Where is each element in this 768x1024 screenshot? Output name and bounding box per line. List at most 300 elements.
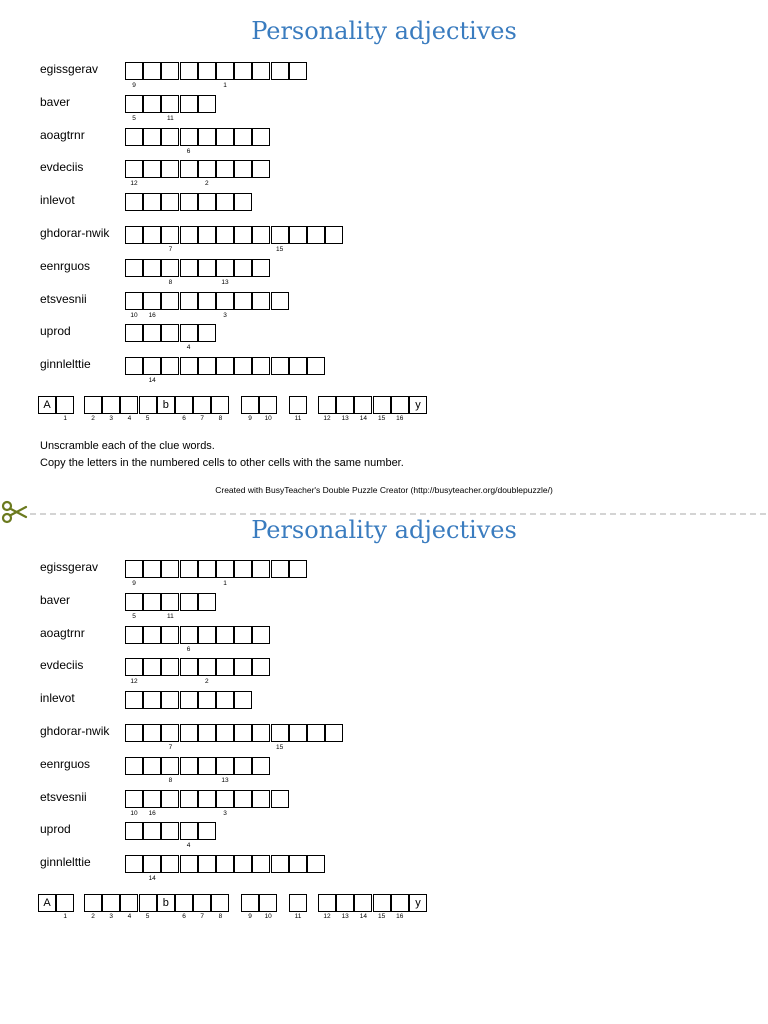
solution-cell[interactable]: [56, 396, 74, 414]
cell-number: 8: [168, 278, 173, 286]
clue-row: [0, 292, 768, 322]
cell-number: 8: [168, 776, 173, 784]
cell-number: 10: [130, 311, 138, 319]
answer-cell[interactable]: [125, 658, 143, 676]
answer-cell[interactable]: [143, 691, 161, 709]
solution-cell-number: 14: [359, 913, 367, 920]
answer-cell[interactable]: [234, 259, 252, 277]
answer-cell[interactable]: [161, 855, 179, 873]
solution-cell[interactable]: [84, 396, 102, 414]
answer-cell[interactable]: [180, 128, 198, 146]
answer-cell[interactable]: [198, 691, 216, 709]
cell-number: 9: [132, 580, 136, 587]
cell-number: 4: [186, 344, 191, 352]
answer-cell[interactable]: [234, 160, 252, 178]
answer-cell[interactable]: [161, 724, 179, 742]
answer-cell[interactable]: [125, 822, 143, 840]
clue-row: [0, 226, 768, 256]
answer-cell[interactable]: [125, 160, 143, 178]
answer-cell[interactable]: [289, 62, 307, 80]
answer-cell[interactable]: [198, 259, 216, 277]
solution-cell[interactable]: [373, 396, 391, 414]
solution-cell-number: 9: [248, 415, 252, 422]
solution-cell[interactable]: [318, 396, 336, 414]
answer-cell[interactable]: [234, 226, 252, 244]
clue-row: [0, 357, 768, 387]
solution-row: [0, 396, 768, 426]
solution-cell[interactable]: [102, 396, 120, 414]
solution-cell-number: 1: [63, 415, 67, 422]
scrambled-word: aoagtrnr: [40, 625, 85, 640]
answer-cell[interactable]: [161, 292, 179, 310]
answer-cell[interactable]: [234, 790, 252, 808]
answer-cell[interactable]: [216, 292, 234, 310]
solution-cell[interactable]: [120, 894, 138, 912]
answer-cell[interactable]: [125, 324, 143, 342]
answer-cell[interactable]: [143, 626, 161, 644]
answer-cell[interactable]: [143, 790, 161, 808]
solution-cell[interactable]: [56, 894, 74, 912]
answer-cell[interactable]: [307, 724, 325, 742]
cell-number: 7: [168, 246, 173, 253]
answer-cell[interactable]: [143, 292, 161, 310]
answer-cell[interactable]: [143, 193, 161, 211]
answer-cell[interactable]: [271, 724, 289, 742]
solution-cell[interactable]: [259, 396, 277, 414]
answer-cell[interactable]: [198, 560, 216, 578]
solution-row: [0, 894, 768, 924]
cell-number: 13: [221, 278, 229, 286]
answer-cell[interactable]: [198, 790, 216, 808]
answer-cell[interactable]: [143, 724, 161, 742]
answer-cell[interactable]: [252, 855, 270, 873]
answer-cell[interactable]: [180, 757, 198, 775]
answer-cell[interactable]: [161, 226, 179, 244]
answer-cell[interactable]: [252, 757, 270, 775]
solution-cell[interactable]: [84, 894, 102, 912]
answer-cell[interactable]: [252, 357, 270, 375]
clue-row: [0, 658, 768, 688]
answer-cell[interactable]: [198, 822, 216, 840]
answer-cell[interactable]: [161, 259, 179, 277]
answer-cell[interactable]: [125, 193, 143, 211]
solution-cell[interactable]: [241, 894, 259, 912]
answer-cell[interactable]: [161, 658, 179, 676]
cell-number: 15: [275, 744, 284, 751]
solution-cell[interactable]: [289, 396, 307, 414]
answer-cell[interactable]: [307, 226, 325, 244]
solution-cell[interactable]: [193, 396, 211, 414]
answer-cell[interactable]: [198, 160, 216, 178]
answer-cell[interactable]: [143, 560, 161, 578]
answer-cell[interactable]: [180, 193, 198, 211]
cut-line: [0, 513, 768, 515]
solution-cell[interactable]: [391, 894, 409, 912]
answer-cell[interactable]: [234, 626, 252, 644]
solution-cell[interactable]: [175, 894, 193, 912]
cell-number: 12: [130, 180, 138, 188]
answer-cell[interactable]: [234, 757, 252, 775]
cell-number: 6: [186, 645, 191, 653]
answer-cell[interactable]: [198, 128, 216, 146]
answer-cell[interactable]: [161, 128, 179, 146]
answer-cell[interactable]: [125, 560, 143, 578]
answer-cell[interactable]: [271, 855, 289, 873]
solution-cell[interactable]: y: [409, 396, 427, 414]
answer-cell[interactable]: [180, 724, 198, 742]
answer-cell[interactable]: [143, 658, 161, 676]
solution-cell[interactable]: [241, 396, 259, 414]
solution-cell-number: 13: [341, 913, 349, 920]
cell-number: 2: [204, 180, 209, 188]
answer-cell[interactable]: [143, 855, 161, 873]
answer-cell[interactable]: [252, 259, 270, 277]
answer-cell[interactable]: [234, 724, 252, 742]
solution-cell-number: 3: [109, 415, 113, 422]
answer-cell[interactable]: [125, 691, 143, 709]
solution-cell[interactable]: b: [157, 894, 175, 912]
solution-cell[interactable]: [373, 894, 391, 912]
scrambled-word: eenrguos: [40, 756, 91, 771]
solution-cell[interactable]: [336, 396, 354, 414]
answer-cell[interactable]: [289, 724, 307, 742]
answer-cell[interactable]: [161, 757, 179, 775]
solution-cell-number: 1: [63, 913, 67, 920]
answer-cell[interactable]: [180, 357, 198, 375]
answer-cell[interactable]: [216, 226, 234, 244]
answer-cell[interactable]: [252, 626, 270, 644]
solution-cell[interactable]: [120, 396, 138, 414]
answer-cell[interactable]: [289, 855, 307, 873]
answer-cell[interactable]: [252, 128, 270, 146]
answer-cell[interactable]: [180, 259, 198, 277]
answer-cell[interactable]: [252, 62, 270, 80]
scrambled-word: etsvesnii: [40, 789, 87, 804]
answer-cell[interactable]: [161, 626, 179, 644]
answer-cell[interactable]: [125, 357, 143, 375]
puzzle-title: Personality adjectives: [251, 516, 517, 544]
clue-row: [0, 259, 768, 289]
answer-cell[interactable]: [180, 560, 198, 578]
answer-cell[interactable]: [143, 324, 161, 342]
answer-cell[interactable]: [161, 790, 179, 808]
answer-cell[interactable]: [180, 593, 198, 611]
solution-cell[interactable]: [354, 396, 372, 414]
answer-cell[interactable]: [289, 560, 307, 578]
solution-cell[interactable]: [354, 894, 372, 912]
answer-cell[interactable]: [252, 226, 270, 244]
answer-cell[interactable]: [125, 259, 143, 277]
solution-cell-number: 10: [264, 415, 272, 422]
solution-cell[interactable]: y: [409, 894, 427, 912]
solution-cell[interactable]: [318, 894, 336, 912]
solution-cell-number: 3: [109, 913, 113, 920]
answer-cell[interactable]: [271, 357, 289, 375]
answer-cell[interactable]: [234, 128, 252, 146]
answer-cell[interactable]: [198, 626, 216, 644]
answer-cell[interactable]: [143, 95, 161, 113]
clue-row: [0, 855, 768, 885]
scrambled-word: inlevot: [40, 691, 75, 706]
answer-cell[interactable]: [143, 357, 161, 375]
clue-row: [0, 822, 768, 852]
answer-cell[interactable]: [234, 691, 252, 709]
answer-cell[interactable]: [180, 691, 198, 709]
answer-cell[interactable]: [180, 292, 198, 310]
solution-cell-number: 5: [145, 913, 150, 920]
answer-cell[interactable]: [216, 658, 234, 676]
answer-cell[interactable]: [125, 757, 143, 775]
cell-number: 12: [130, 678, 138, 686]
answer-cell[interactable]: [180, 160, 198, 178]
cell-number: 15: [275, 246, 284, 253]
answer-cell[interactable]: [125, 724, 143, 742]
answer-cell[interactable]: [216, 724, 234, 742]
solution-cell-number: 4: [127, 913, 132, 920]
answer-cell[interactable]: [198, 95, 216, 113]
answer-cell[interactable]: [234, 62, 252, 80]
solution-cell[interactable]: A: [38, 894, 56, 912]
answer-cell[interactable]: [161, 691, 179, 709]
clue-row: [0, 724, 768, 754]
answer-cell[interactable]: [289, 226, 307, 244]
answer-cell[interactable]: [216, 757, 234, 775]
solution-cell-number: 7: [200, 913, 204, 920]
answer-cell[interactable]: [271, 62, 289, 80]
answer-cell[interactable]: [216, 855, 234, 873]
cell-number: 13: [221, 776, 229, 784]
answer-cell[interactable]: [161, 822, 179, 840]
scrambled-word: baver: [40, 94, 71, 109]
answer-cell[interactable]: [198, 357, 216, 375]
answer-cell[interactable]: [234, 658, 252, 676]
answer-cell[interactable]: [271, 226, 289, 244]
answer-cell[interactable]: [125, 292, 143, 310]
answer-cell[interactable]: [252, 658, 270, 676]
answer-cell[interactable]: [125, 855, 143, 873]
answer-cell[interactable]: [125, 62, 143, 80]
clue-row: [0, 95, 768, 125]
answer-cell[interactable]: [161, 324, 179, 342]
answer-cell[interactable]: [198, 324, 216, 342]
solution-cell[interactable]: [139, 894, 157, 912]
solution-cell[interactable]: [102, 894, 120, 912]
answer-cell[interactable]: [216, 357, 234, 375]
solution-cell-number: 11: [294, 913, 302, 920]
answer-cell[interactable]: [161, 593, 179, 611]
answer-cell[interactable]: [216, 560, 234, 578]
clue-row: [0, 593, 768, 623]
solution-cell-number: 9: [248, 913, 252, 920]
answer-cell[interactable]: [143, 259, 161, 277]
solution-cell[interactable]: b: [157, 396, 175, 414]
scrambled-word: aoagtrnr: [40, 127, 85, 142]
answer-cell[interactable]: [143, 757, 161, 775]
solution-cell-number: 14: [359, 415, 367, 422]
answer-cell[interactable]: [198, 724, 216, 742]
cell-number: 6: [186, 147, 191, 155]
answer-cell[interactable]: [216, 62, 234, 80]
answer-cell[interactable]: [198, 757, 216, 775]
answer-cell[interactable]: [161, 160, 179, 178]
answer-cell[interactable]: [180, 658, 198, 676]
solution-cell-number: 8: [218, 415, 223, 422]
solution-cell[interactable]: [211, 396, 229, 414]
solution-cell[interactable]: [259, 894, 277, 912]
answer-cell[interactable]: [143, 160, 161, 178]
clue-row: [0, 62, 768, 92]
answer-cell[interactable]: [271, 292, 289, 310]
answer-cell[interactable]: [307, 357, 325, 375]
scrambled-word: inlevot: [40, 193, 75, 208]
answer-cell[interactable]: [198, 62, 216, 80]
answer-cell[interactable]: [180, 822, 198, 840]
answer-cell[interactable]: [198, 658, 216, 676]
answer-cell[interactable]: [252, 560, 270, 578]
solution-cell-number: 13: [341, 415, 349, 422]
answer-cell[interactable]: [143, 226, 161, 244]
cell-number: 10: [130, 809, 138, 817]
cell-number: 1: [223, 580, 227, 587]
solution-cell[interactable]: [211, 894, 229, 912]
cell-number: 5: [132, 114, 136, 122]
answer-cell[interactable]: [271, 560, 289, 578]
clue-row: [0, 128, 768, 158]
answer-cell[interactable]: [216, 259, 234, 277]
answer-cell[interactable]: [180, 855, 198, 873]
answer-cell[interactable]: [125, 790, 143, 808]
answer-cell[interactable]: [252, 790, 270, 808]
scrambled-word: ginnlelttie: [40, 855, 91, 870]
answer-cell[interactable]: [252, 160, 270, 178]
solution-cell-number: 16: [396, 415, 404, 422]
answer-cell[interactable]: [143, 822, 161, 840]
solution-cell[interactable]: A: [38, 396, 56, 414]
cell-number: 14: [148, 875, 156, 883]
answer-cell[interactable]: [125, 593, 143, 611]
answer-cell[interactable]: [125, 226, 143, 244]
cell-number: 16: [148, 311, 156, 319]
answer-cell[interactable]: [180, 626, 198, 644]
answer-cell[interactable]: [125, 128, 143, 146]
instruction-line-2: Copy the letters in the numbered cells to other cells with the same number.: [40, 457, 404, 469]
answer-cell[interactable]: [198, 593, 216, 611]
scrambled-word: etsvesnii: [40, 291, 87, 306]
answer-cell[interactable]: [180, 790, 198, 808]
cell-number: 4: [186, 842, 191, 850]
cell-number: 14: [148, 377, 156, 385]
clue-row: [0, 790, 768, 820]
answer-cell[interactable]: [198, 292, 216, 310]
cell-number: 7: [168, 744, 173, 751]
cell-number: 9: [132, 82, 136, 89]
solution-cell[interactable]: [193, 894, 211, 912]
answer-cell[interactable]: [161, 193, 179, 211]
answer-cell[interactable]: [325, 724, 343, 742]
cell-number: 3: [223, 311, 227, 319]
answer-cell[interactable]: [180, 226, 198, 244]
solution-cell-number: 4: [127, 415, 132, 422]
answer-cell[interactable]: [234, 292, 252, 310]
answer-cell[interactable]: [216, 193, 234, 211]
solution-cell[interactable]: [139, 396, 157, 414]
scrambled-word: uprod: [40, 324, 71, 339]
answer-cell[interactable]: [271, 790, 289, 808]
answer-cell[interactable]: [216, 790, 234, 808]
answer-cell[interactable]: [180, 95, 198, 113]
answer-cell[interactable]: [216, 626, 234, 644]
clue-row: [0, 193, 768, 223]
answer-cell[interactable]: [307, 855, 325, 873]
answer-cell[interactable]: [161, 357, 179, 375]
answer-cell[interactable]: [198, 855, 216, 873]
answer-cell[interactable]: [125, 95, 143, 113]
answer-cell[interactable]: [198, 226, 216, 244]
solution-cell[interactable]: [336, 894, 354, 912]
cell-number: 11: [167, 114, 174, 122]
answer-cell[interactable]: [216, 691, 234, 709]
scrambled-word: egissgerav: [40, 560, 99, 574]
scrambled-word: eenrguos: [40, 258, 91, 273]
solution-cell-number: 2: [91, 913, 95, 920]
solution-cell[interactable]: [175, 396, 193, 414]
answer-cell[interactable]: [252, 292, 270, 310]
solution-cell-number: 15: [377, 913, 386, 920]
answer-cell[interactable]: [216, 160, 234, 178]
answer-cell[interactable]: [216, 128, 234, 146]
clue-row: [0, 560, 768, 590]
scrambled-word: evdeciis: [40, 658, 84, 673]
answer-cell[interactable]: [234, 560, 252, 578]
answer-cell[interactable]: [161, 95, 179, 113]
answer-cell[interactable]: [143, 128, 161, 146]
solution-cell-number: 11: [294, 415, 302, 422]
answer-cell[interactable]: [252, 724, 270, 742]
answer-cell[interactable]: [180, 324, 198, 342]
solution-cell-number: 10: [264, 913, 272, 920]
cell-number: 1: [223, 82, 227, 89]
solution-cell-number: 12: [323, 415, 331, 422]
answer-cell[interactable]: [180, 62, 198, 80]
solution-cell-number: 15: [377, 415, 386, 422]
solution-cell[interactable]: [289, 894, 307, 912]
answer-cell[interactable]: [234, 855, 252, 873]
answer-cell[interactable]: [143, 62, 161, 80]
solution-cell-number: 8: [218, 913, 223, 920]
credit-line: Created with BusyTeacher's Double Puzzle Creator (http://busyteacher.org/doublepuzzle/): [215, 485, 553, 495]
answer-cell[interactable]: [143, 593, 161, 611]
solution-cell-number: 7: [200, 415, 204, 422]
answer-cell[interactable]: [289, 357, 307, 375]
solution-cell-number: 6: [182, 913, 186, 920]
scrambled-word: baver: [40, 592, 71, 607]
answer-cell[interactable]: [198, 193, 216, 211]
answer-cell[interactable]: [234, 357, 252, 375]
scrambled-word: ghdorar-nwik: [40, 724, 110, 738]
answer-cell[interactable]: [234, 193, 252, 211]
cell-number: 3: [223, 809, 227, 817]
scrambled-word: ginnlelttie: [40, 357, 91, 372]
cell-number: 2: [204, 678, 209, 686]
cell-number: 5: [132, 612, 136, 620]
answer-cell[interactable]: [325, 226, 343, 244]
solution-cell-number: 5: [145, 415, 150, 422]
answer-cell[interactable]: [161, 62, 179, 80]
answer-cell[interactable]: [161, 560, 179, 578]
cell-number: 16: [148, 809, 156, 817]
solution-cell[interactable]: [391, 396, 409, 414]
answer-cell[interactable]: [125, 626, 143, 644]
